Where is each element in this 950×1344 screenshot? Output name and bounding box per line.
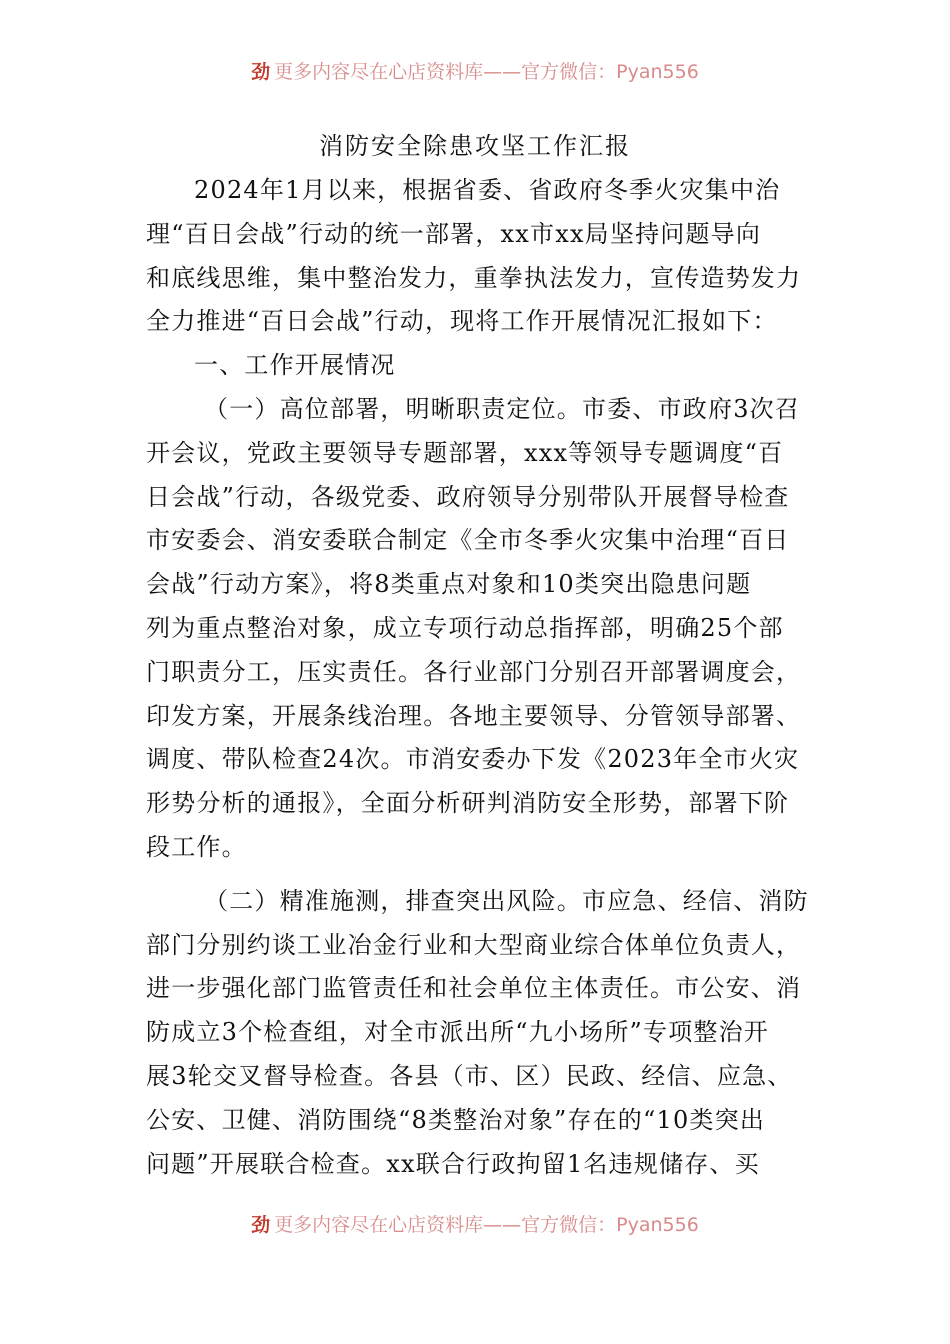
document-body <box>146 169 809 1186</box>
paragraph-line: （二）精准施测，排查突出风险。市应急、经信、消防 <box>204 886 809 915</box>
watermark-logo-icon: 劲 <box>251 1214 271 1236</box>
paragraph-line: 2024年1月以来，根据省委、省政府冬季火灾集中治 <box>194 176 781 204</box>
paragraph-line: 全力推进“百日会战”行动，现将工作开展情况汇报如下： <box>146 307 778 336</box>
document-title: 消防安全除患攻坚工作汇报 <box>319 132 631 160</box>
paragraph-line: 和底线思维，集中整治发力，重拳执法发力，宣传造势发力 <box>146 263 802 292</box>
paragraph-line: 形势分析的通报》，全面分析研判消防安全形势，部署下阶 <box>146 789 790 818</box>
paragraph-line: 展3轮交叉督导检查。各县（市、区）民政、经信、应急、 <box>146 1061 793 1090</box>
paragraph-line: 部门分别约谈工业冶金行业和大型商业综合体单位负责人， <box>146 930 802 959</box>
paragraph-line: 市安委会、消安委联合制定《全市冬季火灾集中治理“百日 <box>146 526 790 555</box>
watermark-bottom <box>0 1209 950 1241</box>
paragraph-line: 理“百日会战”行动的统一部署，xx市xx局坚持问题导向 <box>146 219 762 248</box>
paragraph-line: （一）高位部署，明晰职责定位。市委、市政府3次召 <box>204 394 801 423</box>
section-heading: 一、工作开展情况 <box>194 351 396 380</box>
paragraph-line: 开会议，党政主要领导专题部署，xxx等领导专题调度“百 <box>146 438 784 467</box>
paragraph-line: 会战”行动方案》，将8类重点对象和10类突出隐患问题 <box>146 570 752 599</box>
paragraph-line: 日会战”行动，各级党委、政府领导分别带队开展督导检查 <box>146 482 790 511</box>
watermark-text: 更多内容尽在心店资料库——官方微信：Pyan556 <box>274 61 699 83</box>
paragraph-line: 段工作。 <box>146 832 247 861</box>
watermark-text: 更多内容尽在心店资料库——官方微信：Pyan556 <box>274 1214 699 1236</box>
paragraph-line: 调度、带队检查24次。市消安委办下发《2023年全市火灾 <box>146 745 800 774</box>
paragraph-line: 进一步强化部门监管责任和社会单位主体责任。市公安、消 <box>146 974 802 1003</box>
paragraph-line: 防成立3个检查组，对全市派出所“九小场所”专项整治开 <box>146 1018 770 1047</box>
paragraph-line: 门职责分工，压实责任。各行业部门分别召开部署调度会， <box>146 657 802 686</box>
paragraph-line: 问题”开展联合检查。xx联合行政拘留1名违规储存、买 <box>146 1149 760 1178</box>
watermark-logo-icon: 劲 <box>251 61 271 83</box>
watermark-top <box>0 56 950 88</box>
paragraph-line: 公安、卫健、消防围绕“8类整治对象”存在的“10类突出 <box>146 1105 766 1134</box>
paragraph-line: 印发方案，开展条线治理。各地主要领导、分管领导部署、 <box>146 701 802 730</box>
paragraph-line: 列为重点整治对象，成立专项行动总指挥部，明确25个部 <box>146 613 784 642</box>
paragraph-gap <box>146 870 806 880</box>
